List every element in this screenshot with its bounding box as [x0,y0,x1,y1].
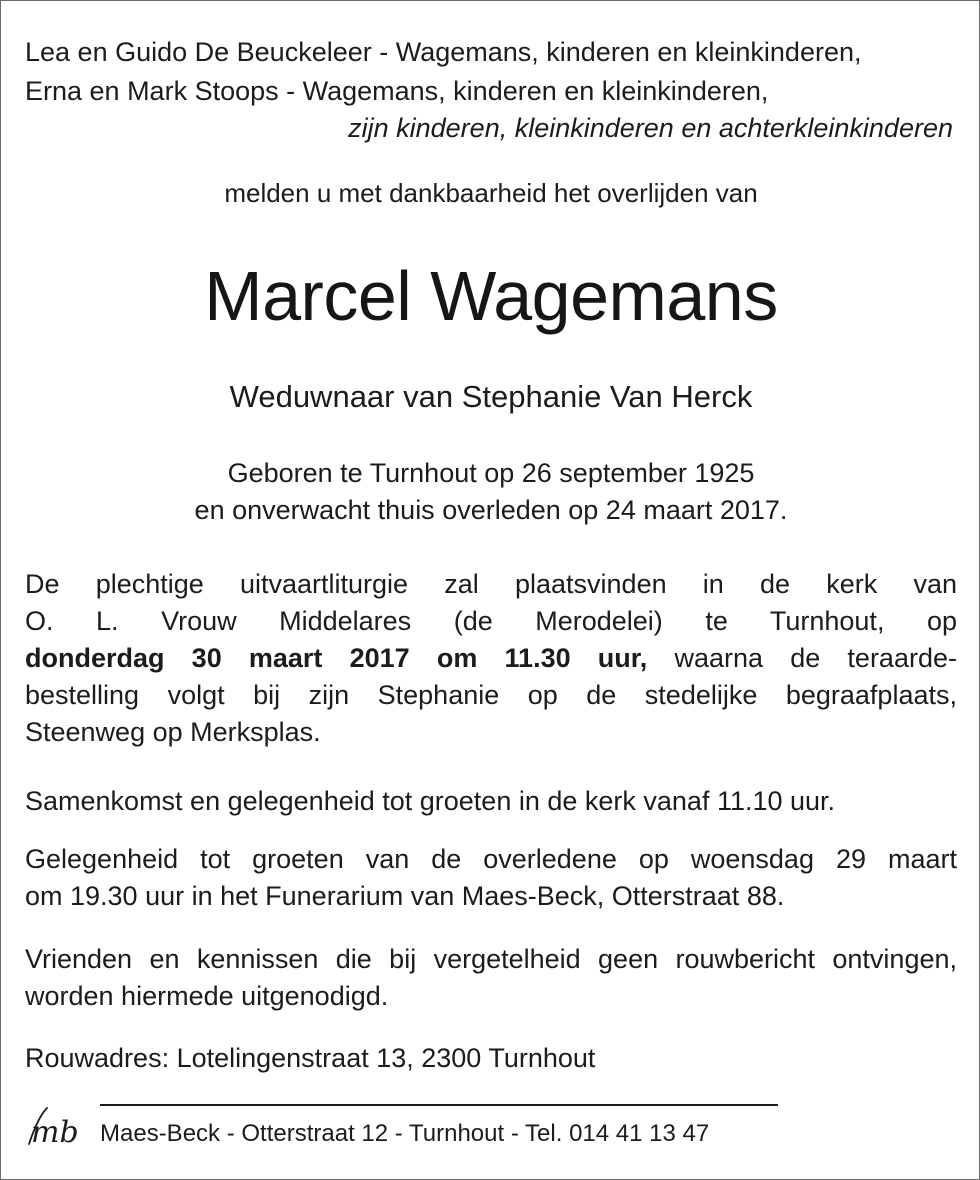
gathering-paragraph: Samenkomst en gelegenheid tot groeten in de kerk vanaf 11.10 uur. [25,786,836,816]
viewing-line-1: Gelegenheid tot groeten van de overledene op woensdag 29 maart [25,844,957,874]
funeral-line-1: De plechtige uitvaartliturgie zal plaatsvinden in de kerk van [25,569,957,599]
widower-line: Weduwnaar van Stephanie Van Herck [229,379,753,414]
invitation-paragraph [25,941,957,1015]
mourning-address: Rouwadres: Lotelingenstraat 13, 2300 Turnhout [25,1043,596,1073]
death-line: en onverwacht thuis overleden op 24 maart 2017. [194,495,788,525]
funeral-line-2: O. L. Vrouw Middelares (de Merodelei) te Turnhout, op [25,606,957,636]
family-line-1: Lea en Guido De Beuckeleer - Wagemans, kinderen en kleinkinderen, [25,37,862,67]
viewing-line-2: om 19.30 uur in het Funerarium van Maes-Beck, Otterstraat 88. [25,881,785,911]
viewing-paragraph [25,841,957,915]
funeral-home-info: Maes-Beck - Otterstraat 12 - Turnhout - Tel. 014 41 13 47 [100,1120,710,1147]
funeral-line-4: bestelling volgt bij zijn Stephanie op de stedelijke begraafplaats, [25,680,957,710]
funeral-home-logo-icon [23,1104,91,1150]
footer-divider [100,1104,778,1106]
deceased-name: Marcel Wagemans [204,257,778,335]
birth-line: Geboren te Turnhout op 26 september 1925 [227,458,755,488]
family-line-2: Erna en Mark Stoops - Wagemans, kinderen en kleinkinderen, [25,76,769,106]
funeral-line-3-rest: waarna de teraarde- [647,643,957,673]
family-line-3: zijn kinderen, kleinkinderen en achterkleinkinderen [348,113,953,143]
invitation-line-1: Vrienden en kennissen die bij vergetelheid geen rouwbericht ontvingen, [25,944,957,974]
funeral-paragraph [25,566,957,751]
intro-text: melden u met dankbaarheid het overlijden van [224,178,758,208]
invitation-line-2: worden hiermede uitgenodigd. [25,981,389,1011]
funeral-date: donderdag 30 maart 2017 om 11.30 uur, [25,643,648,673]
funeral-line-3 [25,640,957,677]
funeral-line-5: Steenweg op Merksplas. [25,717,321,747]
logo-text: mb [31,1115,79,1150]
